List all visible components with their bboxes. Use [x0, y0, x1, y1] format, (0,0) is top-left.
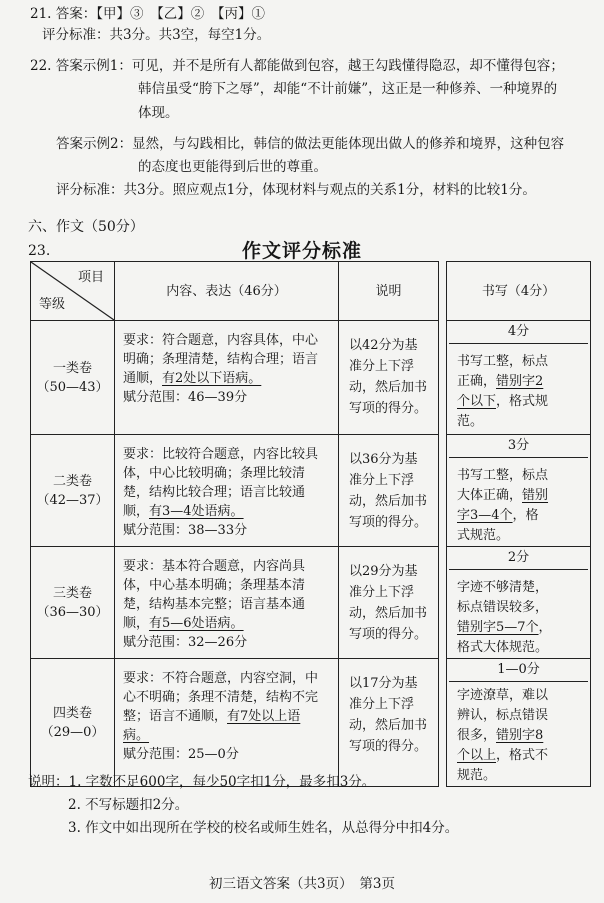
writing-line: 辨认，标点错误 — [457, 708, 549, 723]
writing-line: 规范。 — [457, 768, 497, 783]
writing-line: ， — [538, 620, 552, 635]
note-cell: 以29分为基准分上下浮动，然后加书写项的得分。 — [339, 547, 439, 659]
writing-highlight: 个以下 — [457, 394, 497, 409]
level-cell — [31, 435, 115, 547]
note-2: 2. 不写标题扣2分。 — [68, 797, 189, 813]
level-name: 二类卷 — [52, 473, 92, 489]
header-content: 内容、表达（46分） — [115, 262, 339, 321]
req-line: 要求：符合题意，内容具体，中心 — [123, 333, 319, 348]
level-range: （42—37） — [36, 492, 109, 508]
req-highlight: 病。 — [123, 728, 150, 743]
table-title: 作文评分标准 — [241, 240, 362, 262]
column-gap — [439, 321, 447, 435]
req-line: 顺， — [123, 504, 150, 519]
writing-line: 正确， — [457, 374, 497, 389]
level-cell — [31, 659, 115, 787]
writing-highlight: 错别字5—7个 — [457, 620, 539, 635]
req-highlight: 有2处以下语病。 — [162, 371, 262, 386]
table-row — [31, 659, 591, 787]
level-range: （29—0） — [40, 724, 105, 740]
writing-score: 1—0分 — [449, 659, 588, 682]
table-row — [31, 435, 591, 547]
writing-line: 书写工整，标点 — [457, 354, 549, 369]
writing-highlight: 错别字2 — [496, 374, 544, 389]
req-highlight: 有5—6处语病。 — [149, 616, 244, 631]
writing-highlight: 错别字8 — [496, 728, 544, 743]
req-line: 心不明确；条理不清楚，结构不完 — [123, 690, 319, 705]
writing-line: 很多， — [457, 728, 497, 743]
level-range: （50—43） — [36, 379, 109, 395]
level-cell — [31, 321, 115, 435]
writing-line: ，格式不 — [496, 748, 549, 763]
writing-highlight: 字3—4个 — [457, 508, 513, 523]
level-name: 一类卷 — [52, 360, 92, 376]
note-3: 3. 作文中如出现所在学校的校名或师生姓名，从总得分中扣4分。 — [68, 820, 459, 836]
writing-line: ，格式规 — [496, 394, 549, 409]
note-cell: 以42分为基准分上下浮动，然后加书写项的得分。 — [339, 321, 439, 435]
section-heading: 六、作文（50分） — [28, 219, 144, 235]
writing-score: 2分 — [449, 547, 588, 570]
writing-cell — [447, 435, 591, 547]
req-line: 楚，结构基本完整；语言基本通 — [123, 597, 306, 612]
column-gap — [439, 262, 447, 321]
page-footer: 初三语文答案（共3页） 第3页 — [209, 876, 395, 892]
writing-cell — [447, 659, 591, 787]
q22-sample2-line1: 答案示例2：显然，与勾践相比，韩信的做法更能体现出做人的修养和境界，这种包容 — [56, 136, 565, 152]
writing-line: 书写工整，标点 — [457, 468, 549, 483]
table-row — [31, 547, 591, 659]
note-1: 说明：1. 字数不足600字，每少50字扣1分，最多扣3分。 — [28, 774, 376, 790]
q21-answer: 21. 答案：【甲】③ 【乙】② 【丙】① — [30, 6, 266, 22]
writing-line: 标点错误较多， — [457, 600, 549, 615]
q22-sample1-line3: 体现。 — [138, 105, 179, 121]
req-line: 通顺， — [123, 371, 163, 386]
writing-line: ，格 — [512, 508, 539, 523]
writing-highlight: 个以上 — [457, 748, 497, 763]
writing-line: 式规范。 — [457, 528, 510, 543]
level-range: （36—30） — [36, 604, 109, 620]
note-cell: 以17分为基准分上下浮动，然后加书写项的得分。 — [339, 659, 439, 787]
requirements-cell — [115, 321, 339, 435]
writing-highlight: 错别 — [522, 488, 549, 503]
level-cell — [31, 547, 115, 659]
header-note: 说明 — [339, 262, 439, 321]
scoring-table — [30, 261, 591, 787]
column-gap — [439, 547, 447, 659]
req-line: 楚，结构比较合理；语言比较通 — [123, 485, 306, 500]
req-line: 体，中心基本明确；条理基本清 — [123, 578, 306, 593]
req-highlight: 有7处以上语 — [227, 709, 301, 724]
req-line: 要求：比较符合题意，内容比较具 — [123, 447, 319, 462]
writing-line: 范。 — [457, 414, 484, 429]
req-line: 要求：基本符合题意，内容尚具 — [123, 559, 306, 574]
level-name: 三类卷 — [52, 585, 92, 601]
header-corner-cell — [31, 262, 115, 321]
header-item-label: 项目 — [77, 270, 104, 285]
header-level-label: 等级 — [39, 297, 66, 312]
header-writing: 书写（4分） — [447, 262, 591, 321]
writing-cell — [447, 321, 591, 435]
writing-score: 4分 — [449, 321, 588, 344]
score-range: 赋分范围：38—33分 — [123, 523, 248, 538]
requirements-cell — [115, 435, 339, 547]
score-range: 赋分范围：46—39分 — [123, 390, 248, 405]
req-line: 顺， — [123, 616, 150, 631]
req-line: 要求：不符合题意，内容空洞，中 — [123, 671, 319, 686]
level-name: 四类卷 — [52, 705, 92, 721]
note-cell: 以36分为基准分上下浮动，然后加书写项的得分。 — [339, 435, 439, 547]
requirements-cell — [115, 659, 339, 787]
column-gap — [439, 659, 447, 787]
writing-score: 3分 — [449, 435, 588, 458]
req-highlight: 有3—4处语病。 — [149, 504, 244, 519]
requirements-cell — [115, 547, 339, 659]
table-row — [31, 321, 591, 435]
req-line: 明确；条理清楚，结构合理；语言 — [123, 352, 319, 367]
q21-scoring: 评分标准：共3分。共3空，每空1分。 — [42, 27, 271, 43]
q22-sample1-line1: 22. 答案示例1：可见，并不是所有人都能做到包容，越王勾践懂得隐忍，却不懂得包容； — [30, 58, 564, 74]
q22-scoring: 评分标准：共3分。照应观点1分，体现材料与观点的关系1分，材料的比较1分。 — [56, 182, 536, 198]
writing-line: 字迹潦草，难以 — [457, 688, 549, 703]
column-gap — [439, 435, 447, 547]
score-range: 赋分范围：32—26分 — [123, 635, 248, 650]
q22-sample1-line2: 韩信虽受“胯下之辱”，却能“不计前嫌”，这正是一种修养、一种境界的 — [138, 81, 558, 97]
writing-line: 字迹不够清楚， — [457, 580, 549, 595]
question-number: 23. — [28, 243, 51, 259]
req-line: 体，中心比较明确；条理比较清 — [123, 466, 306, 481]
q22-sample2-line2: 的态度也更能得到后世的尊重。 — [138, 159, 327, 175]
writing-cell — [447, 547, 591, 659]
writing-line: 大体正确， — [457, 488, 523, 503]
req-line: 整；语言不通顺， — [123, 709, 228, 724]
score-range: 赋分范围：25—0分 — [123, 747, 239, 762]
writing-line: 格式大体规范。 — [457, 640, 549, 655]
